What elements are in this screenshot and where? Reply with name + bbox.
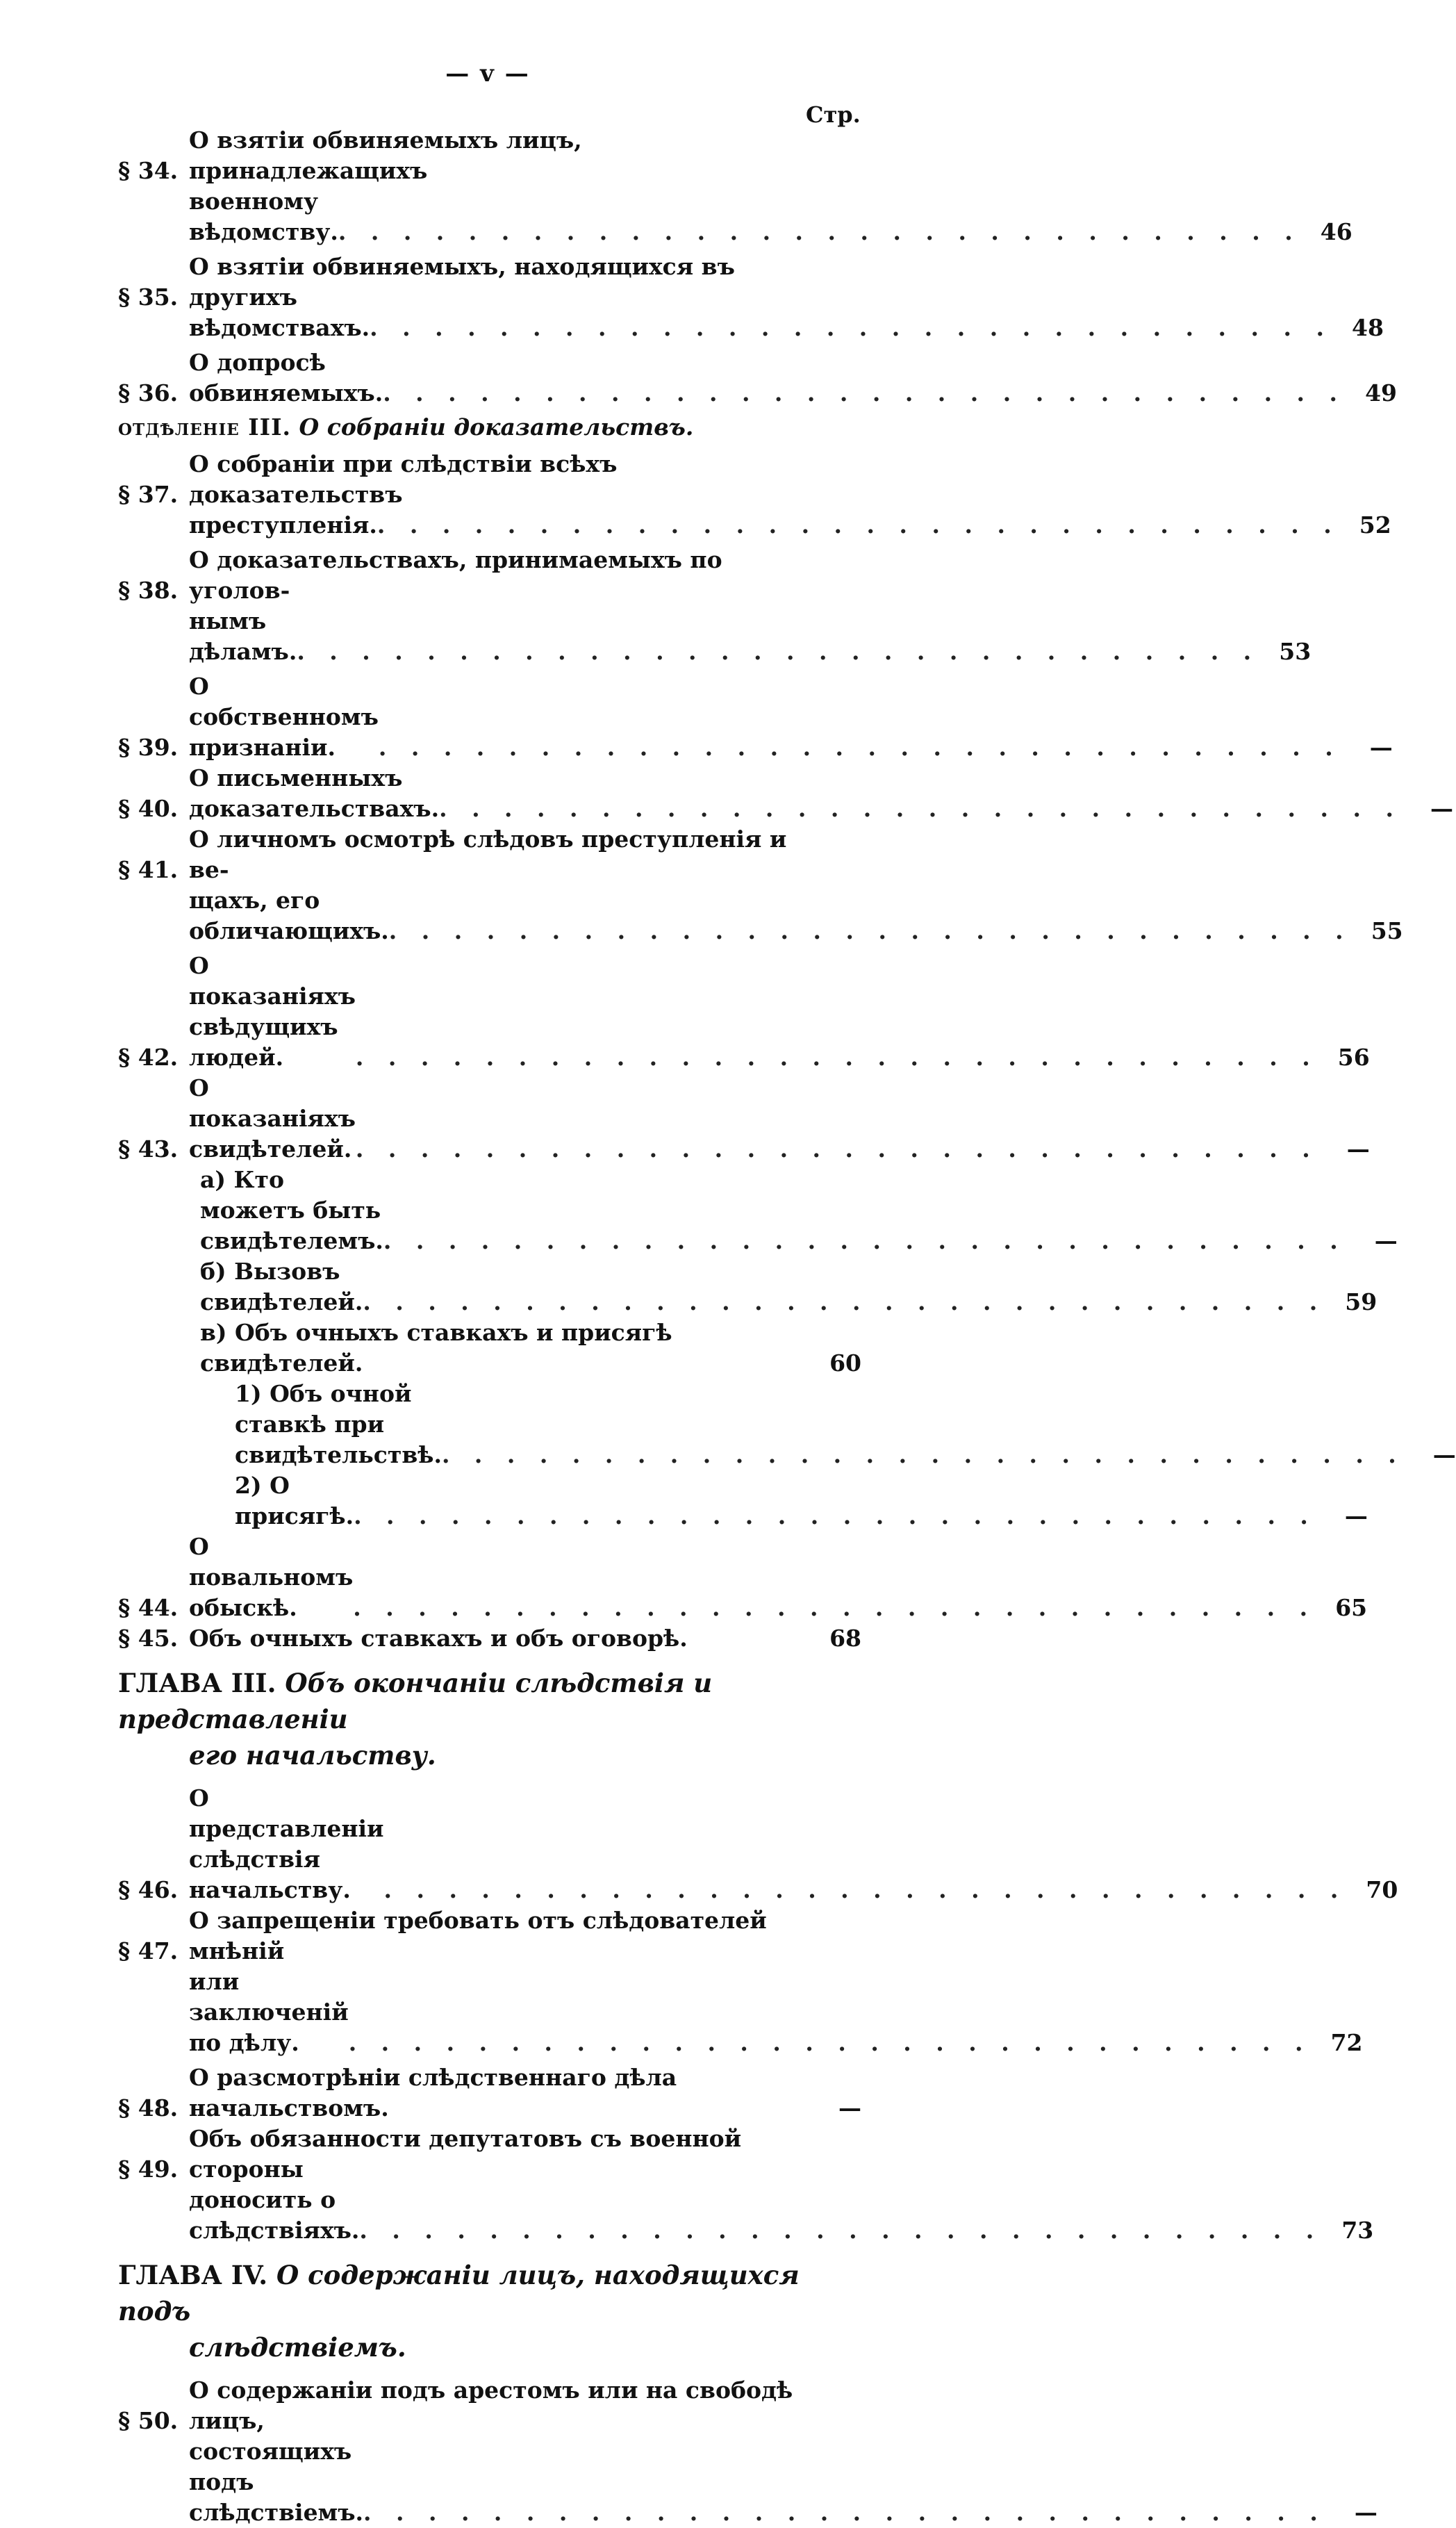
dot-leader: . . . . . . . . . . . . . . . . . . . . . . . . . . . . . .: [383, 379, 1346, 407]
toc-entry: [118, 1073, 1370, 1165]
dot-leader: . . . . . . . . . . . . . . . . . . . . . . . . . . . . . .: [363, 1288, 1326, 1315]
toc-entry: [118, 1623, 861, 1654]
entry-page: 48: [1352, 314, 1384, 341]
entry-page: 59: [1345, 1288, 1378, 1315]
chapter-title: О содержаніи лицъ, находящихся подъ: [118, 2260, 800, 2326]
dot-leader: . . . . . . . . . . . . . . . . . . . . . . . . . . . . . .: [441, 1441, 1405, 1468]
entry-page: 56: [1337, 1044, 1370, 1071]
entry-number: § 45.: [118, 1625, 179, 1652]
subentry-label: а) Кто можетъ быть свидѣтелемъ.: [200, 1166, 383, 1254]
toc-entry: [118, 125, 861, 186]
chapter-title-cont: слѣдствіемъ.: [189, 2332, 406, 2363]
entry-page: —: [838, 2094, 861, 2121]
entry-page: —: [1374, 1227, 1398, 1254]
entry-line: О взятіи обвиняемыхъ, находящихся въ другихъ: [189, 253, 735, 311]
entry-number: § 38.: [118, 577, 179, 604]
entry-number: § 47.: [118, 1937, 179, 1964]
entry-line: состоящихъ подъ слѣдствіемъ.: [189, 2438, 364, 2526]
entry-page: —: [1430, 795, 1453, 822]
dot-leader: . . . . . . . . . . . . . . . . . . . . . . . . . . . . . .: [370, 314, 1332, 341]
dot-leader: . . . . . . . . . . . . . . . . . . . . . . . . . . . . . .: [354, 1502, 1316, 1529]
dot-leader: . . . . . . . . . . . . . . . . . . . . . . . . . . . . . .: [297, 638, 1260, 665]
toc-entry: [118, 763, 1453, 824]
entry-line: Объ обязанности депутатовъ съ военной стороны: [189, 2125, 742, 2183]
dot-leader: . . . . . . . . . . . . . . . . . . . . . . . . . . . . . .: [377, 511, 1340, 539]
dot-leader: . . . . . . . . . . . . . . . . . . . . . . . . . . . . . .: [348, 2029, 1312, 2056]
entry-number: § 49.: [118, 2156, 179, 2183]
section-name: отдѣленіе III.: [118, 413, 292, 441]
entry-number: § 41.: [118, 856, 179, 883]
subentry-label: б) Вызовъ свидѣтелей.: [200, 1258, 363, 1315]
entry-number: § 35.: [118, 284, 179, 311]
chapter-title-cont: его начальству.: [189, 1740, 436, 1771]
entry-line: О взятіи обвиняемыхъ лицъ, принадлежащихъ: [189, 126, 582, 184]
entry-number: § 46.: [118, 1876, 179, 1903]
toc-entry-cont: [118, 186, 1352, 247]
entry-line: Объ очныхъ ставкахъ и объ оговорѣ.: [189, 1625, 688, 1652]
toc-subentry: [118, 1256, 1378, 1318]
entry-page: 65: [1335, 1594, 1368, 1621]
chapter-heading: [118, 2257, 861, 2365]
entry-line: О запрещеніи требовать отъ слѣдователей мнѣній: [189, 1907, 767, 1964]
toc-subentry: [118, 1165, 1398, 1256]
entry-page: —: [1432, 1441, 1456, 1468]
dot-leader: . . . . . . . . . . . . . . . . . . . . . . . . . . . . . .: [383, 1876, 1347, 1903]
entry-number: § 39.: [118, 734, 179, 761]
toc-entry: [118, 671, 1393, 763]
subsubentry-label: 2) О присягѣ.: [235, 1472, 354, 1529]
entry-page: —: [1346, 1135, 1370, 1163]
toc-subentry: [118, 1318, 861, 1379]
toc-entry-cont: [118, 2436, 1378, 2528]
entry-page: 52: [1359, 511, 1391, 539]
chapter-name: ГЛАВА IV.: [118, 2260, 268, 2290]
entry-line: военному вѣдомству.: [189, 188, 338, 245]
toc-entry: [118, 951, 1370, 1073]
entry-number: § 50.: [118, 2407, 179, 2434]
dot-leader: . . . . . . . . . . . . . . . . . . . . . . . . . . . . . .: [378, 734, 1341, 761]
entry-page: —: [1369, 734, 1393, 761]
toc-entry: [118, 347, 1398, 409]
dot-leader: . . . . . . . . . . . . . . . . . . . . . . . . . . . . . .: [388, 917, 1352, 944]
entry-page: 49: [1365, 379, 1398, 407]
dot-leader: . . . . . . . . . . . . . . . . . . . . . . . . . . . . . .: [338, 218, 1301, 245]
entry-line: щахъ, его обличающихъ.: [189, 887, 389, 944]
entry-line: вѣдомствахъ.: [189, 314, 370, 341]
toc-entry: [118, 824, 861, 885]
entry-line: О содержаніи подъ арестомъ или на свободѣ лицъ,: [189, 2377, 793, 2434]
entry-page: 46: [1320, 218, 1352, 245]
toc-entry-cont: [118, 1967, 1363, 2058]
entry-page: 55: [1371, 917, 1403, 944]
entry-line: О собственномъ признаніи.: [189, 673, 379, 761]
chapter-title: Объ окончаніи слѣдствія и представленіи: [118, 1668, 713, 1734]
entry-page: 60: [829, 1349, 861, 1377]
entry-line: О собраніи при слѣдствіи всѣхъ доказательствъ: [189, 450, 618, 508]
entry-line: О показаніяхъ свидѣтелей.: [189, 1074, 356, 1163]
section-title: О собраніи доказательствъ.: [299, 413, 694, 441]
entry-line: О личномъ осмотрѣ слѣдовъ преступленія и ве-: [189, 826, 787, 883]
entry-number: § 43.: [118, 1135, 179, 1163]
entry-number: § 34.: [118, 157, 179, 184]
entry-text: [189, 125, 810, 186]
entry-number: § 42.: [118, 1044, 179, 1071]
page-column-label: Стр.: [806, 101, 861, 128]
dot-leader: . . . . . . . . . . . . . . . . . . . . . . . . . . . . . .: [383, 1227, 1346, 1254]
toc-entry-cont: [118, 885, 1403, 946]
entry-line: или заключеній по дѣлу.: [189, 1968, 349, 2056]
entry-page: 70: [1366, 1876, 1398, 1903]
toc-entry: [118, 449, 861, 510]
toc-entry: [118, 2062, 861, 2124]
toc-entry: [118, 1905, 861, 1967]
entry-page: —: [1354, 2499, 1378, 2526]
entry-line: доносить о слѣдствіяхъ.: [189, 2186, 360, 2244]
dot-leader: . . . . . . . . . . . . . . . . . . . . . . . . . . . . . .: [359, 2217, 1323, 2244]
running-head: — v —: [445, 60, 530, 88]
chapter-name: ГЛАВА III.: [118, 1668, 276, 1698]
toc-entry: [118, 545, 861, 606]
toc-entry-cont: [118, 2185, 1374, 2246]
dot-leader: . . . . . . . . . . . . . . . . . . . . . . . . . . . . . .: [355, 1135, 1318, 1163]
dot-leader: . . . . . . . . . . . . . . . . . . . . . . . . . . . . . .: [353, 1594, 1316, 1621]
entry-number: § 48.: [118, 2094, 179, 2121]
toc-entry-cont: [118, 510, 1391, 541]
toc-entry-cont: [118, 606, 1312, 667]
entry-page: 73: [1341, 2217, 1374, 2244]
dot-leader: . . . . . . . . . . . . . . . . . . . . . . . . . . . . . .: [439, 795, 1402, 822]
toc-entry-cont: [118, 313, 1384, 343]
entry-line: нымъ дѣламъ.: [189, 607, 297, 665]
toc-entry: [118, 1532, 1368, 1623]
entry-page: 53: [1279, 638, 1312, 665]
toc-subsubentry: [118, 1470, 1368, 1532]
entry-line: О доказательствахъ, принимаемыхъ по уголов-: [189, 546, 722, 604]
entry-line: О показаніяхъ свѣдущихъ людей.: [189, 952, 356, 1071]
entry-page: 68: [829, 1625, 861, 1652]
toc-entry: [118, 2375, 861, 2436]
dot-leader: . . . . . . . . . . . . . . . . . . . . . . . . . . . . . .: [363, 2499, 1326, 2526]
entry-number: § 36.: [118, 379, 179, 407]
entry-line: О письменныхъ доказательствахъ.: [189, 764, 440, 822]
toc-entry: [118, 252, 861, 313]
entry-page: —: [1344, 1502, 1368, 1529]
dot-leader: . . . . . . . . . . . . . . . . . . . . . . . . . . . . . .: [355, 1044, 1318, 1071]
entry-line: О разсмотрѣніи слѣдственнаго дѣла начальствомъ.: [189, 2064, 677, 2121]
subentry-label: в) Объ очныхъ ставкахъ и присягѣ свидѣтелей.: [200, 1319, 672, 1377]
section-heading: [118, 411, 861, 443]
entry-line: О повальномъ обыскѣ.: [189, 1533, 354, 1621]
entry-line: О допросѣ обвиняемыхъ.: [189, 349, 383, 407]
toc-entry: [118, 2124, 861, 2185]
table-of-contents: [118, 125, 1456, 2528]
chapter-heading: [118, 1665, 861, 1773]
entry-line: преступленія.: [189, 511, 377, 539]
toc-subsubentry: [118, 1379, 1456, 1470]
toc-entry: [118, 1783, 1398, 1905]
subsubentry-label: 1) Объ очной ставкѣ при свидѣтельствѣ.: [235, 1380, 442, 1468]
entry-number: § 40.: [118, 795, 179, 822]
entry-number: § 37.: [118, 481, 179, 508]
entry-page: 72: [1330, 2029, 1363, 2056]
entry-number: § 44.: [118, 1594, 179, 1621]
entry-line: О представленіи слѣдствія начальству.: [189, 1784, 384, 1903]
